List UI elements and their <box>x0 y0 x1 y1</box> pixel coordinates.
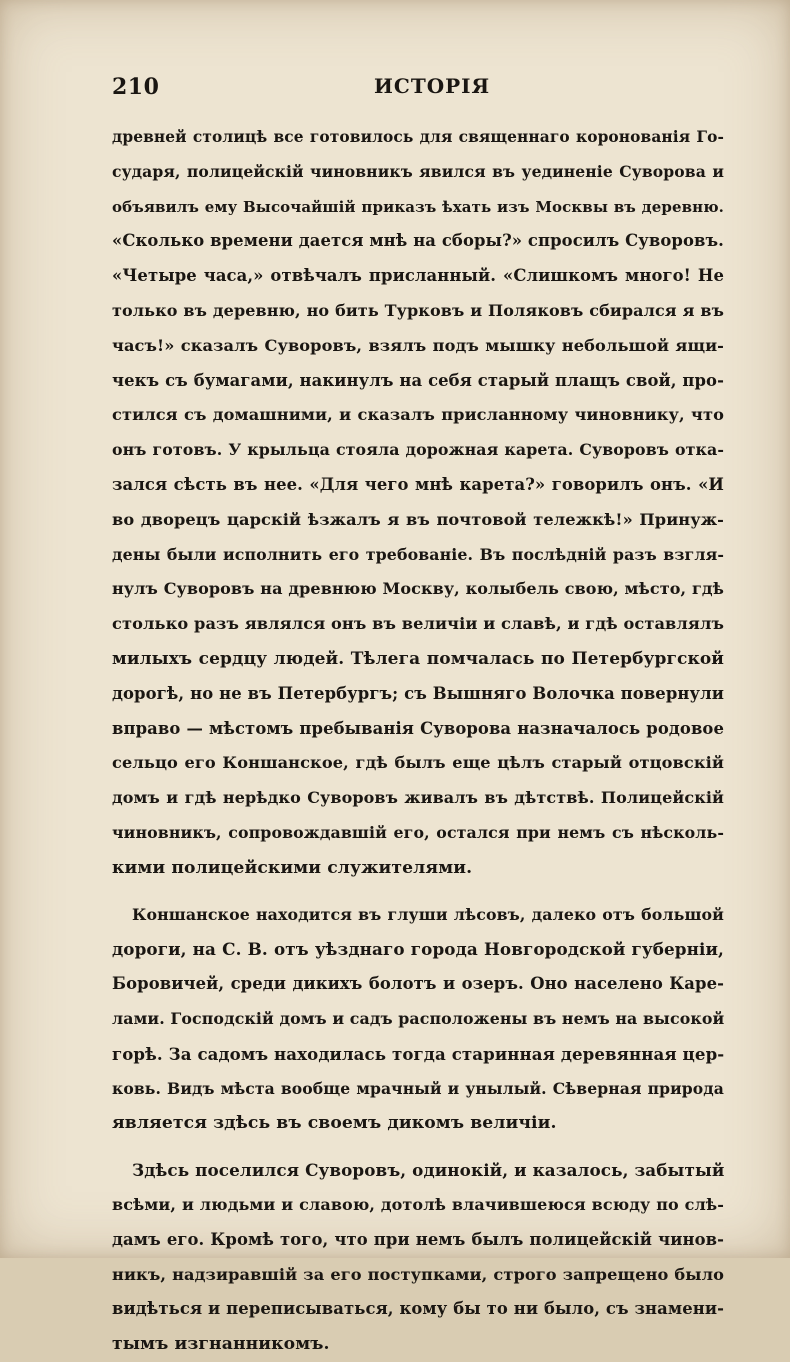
text-line: дорогѣ, но не въ Петербургъ; съ Вышняго Волочка повернули <box>112 683 724 703</box>
text-line: часъ!» сказалъ Суворовъ, взялъ подъ мышку небольшой ящи- <box>112 335 724 355</box>
text-line: нулъ Суворовъ на древнюю Москву, колыбель свою, мѣсто, гдѣ <box>112 579 724 599</box>
paragraph-3 <box>112 1153 724 1362</box>
text-line: чекъ съ бумагами, накинулъ на себя старый плащъ свой, про- <box>112 370 724 390</box>
paragraph-gap <box>112 1141 724 1153</box>
running-title: ИСТОРІЯ <box>374 74 491 98</box>
text-line: стился съ домашними, и сказалъ присланному чиновнику, что <box>112 405 724 425</box>
text-line: Коншанское находится въ глуши лѣсовъ, далеко отъ большой <box>132 904 724 924</box>
text-line: объявилъ ему Высочайшій приказъ ѣхать изъ Москвы въ деревню. <box>112 197 724 216</box>
text-line: чиновникъ, сопровождавшій его, остался при немъ съ нѣсколь- <box>112 822 724 842</box>
paragraph-1 <box>112 120 724 886</box>
page-number: 210 <box>112 74 160 100</box>
text-line: дороги, на С. В. отъ уѣзднаго города Новгородской губерніи, <box>112 939 724 960</box>
paragraph-gap <box>112 886 724 898</box>
text-line: лами. Господскій домъ и садъ расположены въ немъ на высокой <box>112 1008 725 1028</box>
text-line: вправо — мѣстомъ пребыванія Суворова назначалось родовое <box>112 718 724 738</box>
text-line: тымъ изгнанникомъ. <box>112 1334 330 1355</box>
text-line: «Четыре часа,» отвѣчалъ присланный. «Слишкомъ много! Не <box>112 266 724 286</box>
text-line: домъ и гдѣ нерѣдко Суворовъ живалъ въ дѣтствѣ. Полицейскій <box>112 788 724 808</box>
body-text <box>112 120 724 1362</box>
text-line: сударя, полицейскій чиновникъ явился въ уединеніе Суворова и <box>112 161 724 181</box>
text-line: Здѣсь поселился Суворовъ, одинокій, и казалось, забытый <box>132 1160 725 1181</box>
text-line: видѣться и переписываться, кому бы то ни было, съ знамени- <box>112 1299 724 1319</box>
text-line: дены были исполнить его требованіе. Въ послѣдній разъ взгля- <box>112 544 724 564</box>
text-line: во дворецъ царскій ѣзжалъ я въ почтовой тележкѣ!» Принуж- <box>112 509 724 529</box>
text-line: всѣми, и людьми и славою, дотолѣ влачившеюся всюду по слѣ- <box>112 1194 724 1214</box>
paragraph-2 <box>112 898 724 1142</box>
text-line: является здѣсь въ своемъ дикомъ величіи. <box>112 1113 557 1134</box>
text-line: дамъ его. Кромѣ того, что при немъ былъ полицейскій чинов- <box>112 1229 724 1249</box>
text-line: древней столицѣ все готовилось для священнаго коронованія Го- <box>112 128 724 146</box>
text-line: никъ, надзиравшій за его поступками, строго запрещено было <box>112 1264 724 1284</box>
text-line: столько разъ являлся онъ въ величіи и славѣ, и гдѣ оставлялъ <box>112 614 724 634</box>
text-line: горѣ. За садомъ находилась тогда старинная деревянная цер- <box>112 1043 725 1064</box>
text-line: только въ деревню, но бить Турковъ и Поляковъ сбирался я въ <box>112 300 724 320</box>
text-line: зался сѣсть въ нее. «Для чего мнѣ карета?» говорилъ онъ. «И <box>112 474 724 494</box>
text-line: милыхъ сердцу людей. Тѣлега помчалась по Петербургской <box>112 648 724 669</box>
page-header <box>112 74 724 104</box>
text-line: ковь. Видъ мѣста вообще мрачный и унылый. Сѣверная природа <box>112 1078 724 1098</box>
text-line: «Сколько времени дается мнѣ на сборы?» спросилъ Суворовъ. <box>112 231 724 251</box>
text-line: кими полицейскими служителями. <box>112 857 473 878</box>
text-line: сельцо его Коншанское, гдѣ былъ еще цѣлъ старый отцовскій <box>112 753 724 773</box>
text-line: онъ готовъ. У крыльца стояла дорожная карета. Суворовъ отка- <box>112 440 724 460</box>
text-line: Боровичей, среди дикихъ болотъ и озеръ. Оно населено Каре- <box>112 974 724 994</box>
